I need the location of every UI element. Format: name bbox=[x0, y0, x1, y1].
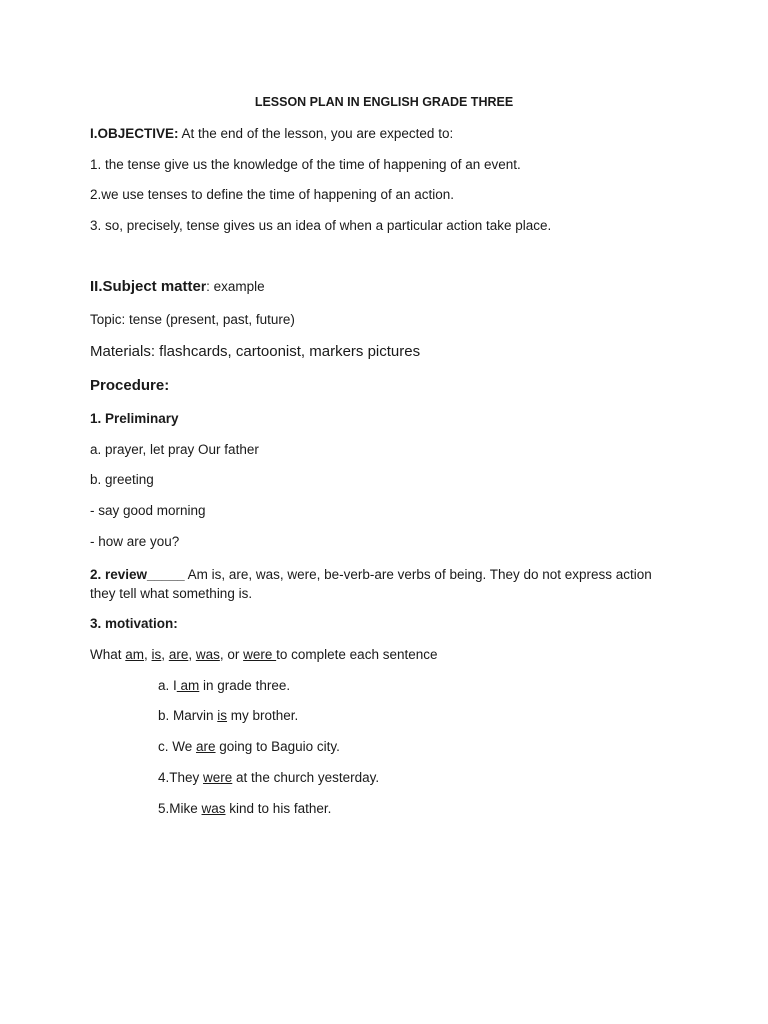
sentence-answer: were bbox=[203, 770, 233, 785]
instr-text: , bbox=[188, 647, 196, 662]
sentence-text: kind to his father. bbox=[225, 801, 332, 816]
sentence-text: b. Marvin bbox=[158, 708, 218, 723]
motivation-instruction bbox=[90, 647, 438, 662]
sentence-text: my brother. bbox=[227, 708, 299, 723]
subject-heading: II.Subject matte bbox=[90, 278, 201, 295]
word-are: are bbox=[168, 647, 189, 662]
instr-text: , or bbox=[219, 647, 244, 662]
instr-text: What bbox=[90, 647, 126, 662]
document-title: LESSON PLAN IN ENGLISH GRADE THREE bbox=[254, 95, 514, 109]
sentence-answer: was bbox=[201, 801, 226, 816]
prayer-line: a. prayer, let pray Our father bbox=[90, 442, 259, 457]
sentence-text: 5.Mike bbox=[158, 801, 202, 816]
sentence-answer: am bbox=[176, 678, 200, 693]
objective-item-3: 3. so, precisely, tense gives us an idea of when a particular action take place. bbox=[90, 218, 552, 233]
motivation-heading: 3. motivation: bbox=[90, 616, 178, 631]
greeting-line: b. greeting bbox=[90, 472, 154, 487]
sentence-a bbox=[158, 678, 290, 693]
instr-text: , bbox=[144, 647, 152, 662]
word-am: am bbox=[125, 647, 145, 662]
sentence-text: c. We bbox=[158, 739, 197, 754]
topic-line: Topic: tense (present, past, future) bbox=[90, 312, 295, 327]
word-is: is bbox=[151, 647, 162, 662]
subject-matter-line bbox=[90, 278, 265, 295]
sentence-answer: are bbox=[196, 739, 216, 754]
objective-intro: At the end of the lesson, you are expected to: bbox=[178, 126, 454, 141]
sentence-answer: is bbox=[217, 708, 228, 723]
preliminary-heading: 1. Preliminary bbox=[90, 411, 179, 426]
sentence-text: going to Baguio city. bbox=[215, 739, 340, 754]
objective-item-1: 1. the tense give us the knowledge of the time of happening of an event. bbox=[90, 157, 521, 172]
review-label: 2. review_____ bbox=[90, 567, 185, 582]
sentence-5 bbox=[158, 801, 331, 816]
materials-line: Materials: flashcards, cartoonist, markers pictures bbox=[90, 343, 421, 360]
subject-value: : example bbox=[206, 279, 265, 294]
instr-text: , bbox=[161, 647, 169, 662]
word-were: were bbox=[243, 647, 277, 662]
review-paragraph bbox=[90, 565, 680, 603]
how-are-you-line: - how are you? bbox=[90, 534, 180, 549]
sentence-text: at the church yesterday. bbox=[232, 770, 380, 785]
sentence-text: 4.They bbox=[158, 770, 204, 785]
objective-line bbox=[90, 126, 453, 141]
sentence-c bbox=[158, 739, 340, 754]
sentence-text: a. I bbox=[158, 678, 177, 693]
review-text: Am is, are, was, were, be-verb-are verbs of being. They do not express action they tell what something is. bbox=[90, 567, 652, 601]
instr-text: to complete each sentence bbox=[276, 647, 438, 662]
subject-heading-tail: r bbox=[200, 279, 207, 294]
sentence-b bbox=[158, 708, 298, 723]
sentence-4 bbox=[158, 770, 379, 785]
procedure-heading: Procedure: bbox=[90, 377, 170, 394]
objective-heading: I.OBJECTIVE: bbox=[90, 126, 179, 141]
good-morning-line: - say good morning bbox=[90, 503, 206, 518]
objective-item-2: 2.we use tenses to define the time of happening of an action. bbox=[90, 187, 454, 202]
word-was: was bbox=[195, 647, 220, 662]
sentence-text: in grade three. bbox=[199, 678, 291, 693]
